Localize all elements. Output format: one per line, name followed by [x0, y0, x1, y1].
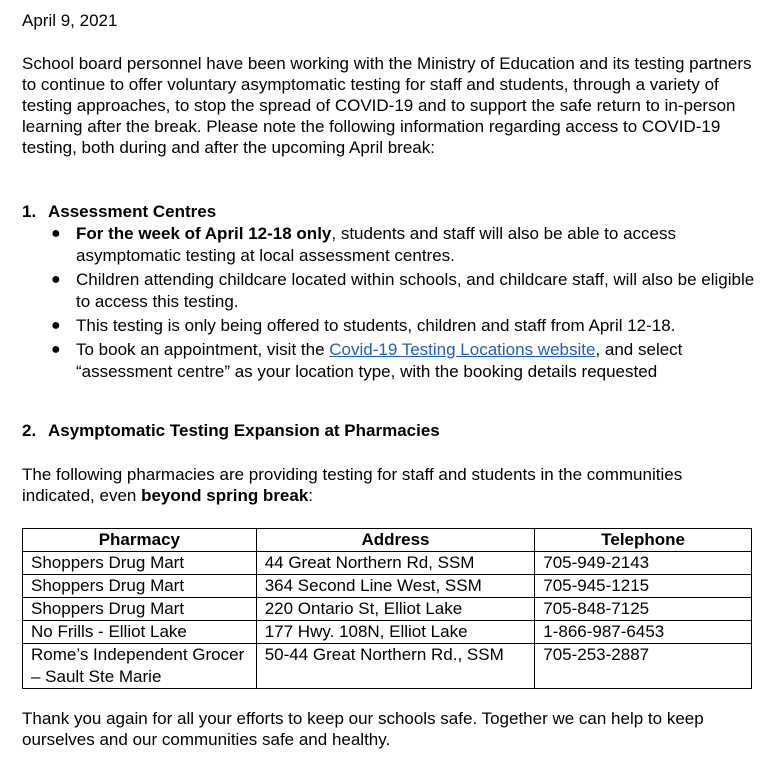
pharmacy-cell: Shoppers Drug Mart [23, 598, 257, 621]
pharmacy-cell: Rome’s Independent Grocer – Sault Ste Marie [23, 644, 257, 689]
intro-paragraph: School board personnel have been working with the Ministry of Education and its testing partners to continue to offer voluntary asymptomatic testing for staff and students, through a variety of testing approaches, to stop the spread of COVID-19 and to support the safe return to in-person learning after the break. Please note the following information regarding access to COVID-19 testing, both during and after the upcoming April break: [22, 54, 752, 157]
address-cell: 220 Ontario St, Elliot Lake [256, 598, 535, 621]
header-telephone: Telephone [535, 529, 752, 552]
bullet-icon: ● [51, 341, 61, 358]
pharmacy-intro-pre: The following pharmacies are providing testing for staff and students in the communities indicated, even [22, 465, 683, 505]
list-item [48, 223, 758, 267]
pharmacy-table [22, 528, 752, 689]
bullet-1-bold: For the week of April 12-18 only [76, 224, 332, 243]
address-cell: 50-44 Great Northern Rd., SSM [256, 644, 535, 689]
table-row [23, 644, 752, 689]
telephone-cell: 705-253-2887 [535, 644, 752, 689]
list-item [48, 315, 758, 337]
bullet-icon: ● [51, 317, 61, 334]
bullet-icon: ● [51, 225, 61, 242]
bullet-3-text: This testing is only being offered to students, children and staff from April 12-18. [76, 316, 676, 335]
telephone-cell: 1-866-987-6453 [535, 621, 752, 644]
section-2-title: Asymptomatic Testing Expansion at Pharmacies [48, 421, 440, 440]
list-item [48, 269, 758, 313]
header-address: Address [256, 529, 535, 552]
table-header-row [23, 529, 752, 552]
table-row [23, 552, 752, 575]
address-cell: 177 Hwy. 108N, Elliot Lake [256, 621, 535, 644]
section-2-heading [22, 420, 440, 441]
assessment-centre-list [48, 223, 758, 385]
list-item [48, 339, 758, 383]
telephone-cell: 705-945-1215 [535, 575, 752, 598]
address-cell: 44 Great Northern Rd, SSM [256, 552, 535, 575]
bullet-4-text-pre: To book an appointment, visit the [76, 340, 330, 359]
section-1-heading [22, 201, 216, 222]
pharmacy-intro-post: : [308, 486, 314, 505]
pharmacy-cell: No Frills - Elliot Lake [23, 621, 257, 644]
letter-date: April 9, 2021 [22, 11, 118, 30]
telephone-cell: 705-949-2143 [535, 552, 752, 575]
header-pharmacy: Pharmacy [23, 529, 257, 552]
section-1-title: Assessment Centres [48, 202, 217, 221]
pharmacy-cell: Shoppers Drug Mart [23, 552, 257, 575]
pharmacy-cell: Shoppers Drug Mart [23, 575, 257, 598]
bullet-1-text: , students and staff will also be able to access asymptomatic testing at local assessment centres. [76, 224, 676, 265]
section-2-number: 2. [22, 421, 37, 440]
section-1-number: 1. [22, 202, 37, 221]
table-row [23, 621, 752, 644]
bullet-4-text-post: , and select “assessment centre” as your location type, with the booking details requested [76, 340, 683, 381]
pharmacy-intro-paragraph [22, 464, 757, 506]
telephone-cell: 705-848-7125 [535, 598, 752, 621]
table-row [23, 598, 752, 621]
bullet-2-text: Children attending childcare located within schools, and childcare staff, will also be eligible to access this testing. [76, 270, 755, 311]
address-cell: 364 Second Line West, SSM [256, 575, 535, 598]
closing-paragraph: Thank you again for all your efforts to keep our schools safe. Together we can help to keep ourselves and our communities safe and healthy. [22, 709, 704, 749]
pharmacy-intro-bold: beyond spring break [141, 486, 309, 505]
table-row [23, 575, 752, 598]
testing-locations-link[interactable]: Covid-19 Testing Locations website [329, 340, 596, 359]
bullet-icon: ● [51, 271, 61, 288]
